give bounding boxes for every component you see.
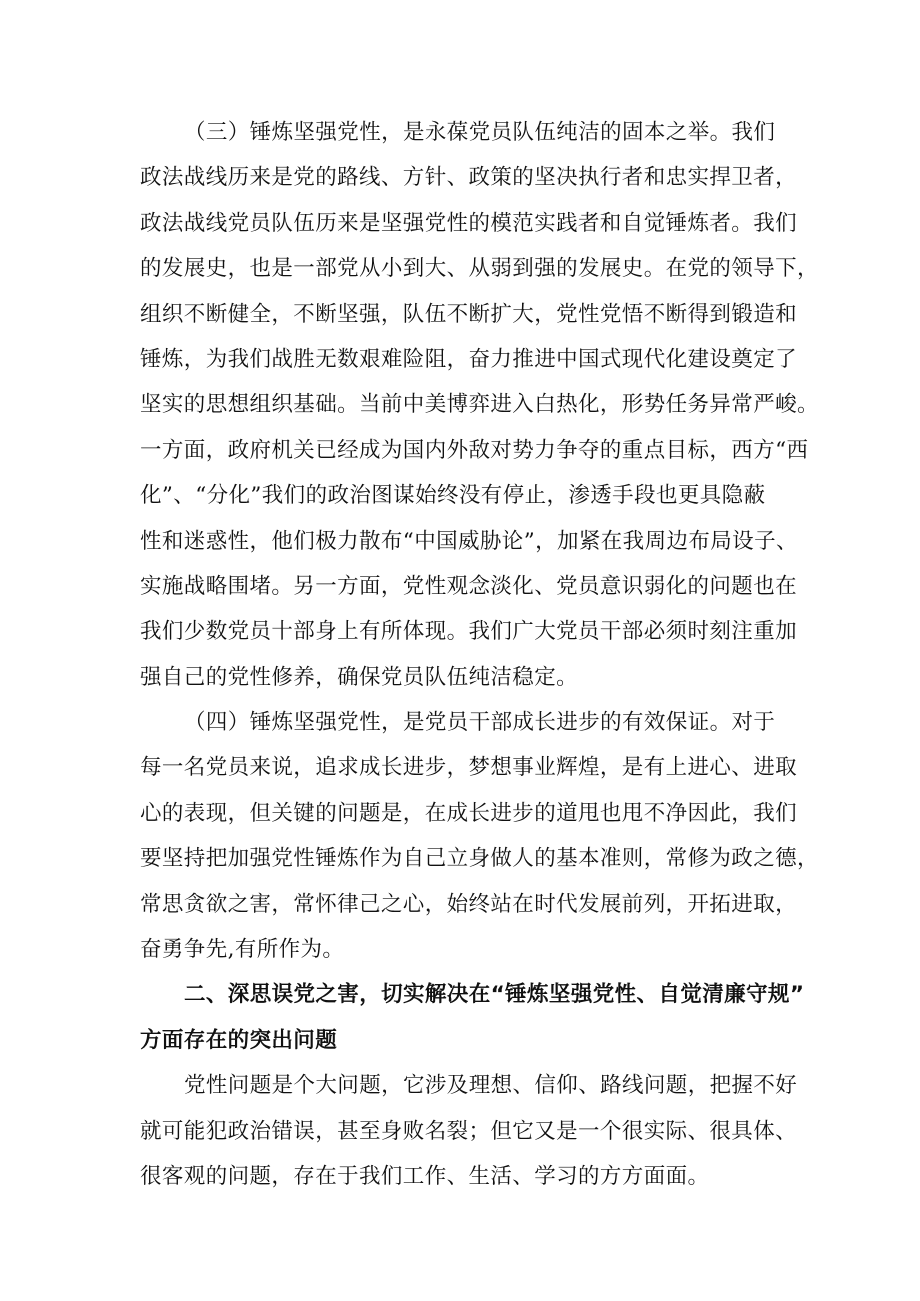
paragraph-5-line-1: 党性问题是个大问题，它涉及理想、信仰、路线问题，把握不好	[184, 1073, 798, 1099]
section-heading-2-line-2: 方面存在的突出问题	[140, 1027, 338, 1053]
paragraph-3-line-5: 组织不断健全，不断坚强，队伍不断扩大，党性党悟不断得到锻造和	[140, 301, 798, 327]
paragraph-4-line-6: 奋勇争先,有所作为。	[140, 937, 345, 963]
paragraph-4-line-1: （四）锤炼坚强党性，是党员干部成长进步的有效保证。对于	[184, 710, 776, 736]
paragraph-4-line-5: 常思贪欲之害，常怀律己之心，始终站在时代发展前列，开拓进取，	[140, 891, 798, 917]
section-heading-2-line-1: 二、深思误党之害，切实解决在“锤炼坚强党性、自觉清廉守规”	[184, 982, 805, 1008]
paragraph-3-line-9: 化”、“分化”我们的政治图谋始终没有停止，渗透手段也更具隐蔽	[140, 483, 766, 509]
paragraph-3-line-11: 实施战略围堵。另一方面，党性观念淡化、党员意识弱化的问题也在	[140, 573, 798, 599]
paragraph-3-line-2: 政法战线历来是党的路线、方针、政策的坚决执行者和忠实捍卫者，	[140, 165, 798, 191]
document-body	[140, 110, 819, 1199]
paragraph-5-line-2: 就可能犯政治错误，甚至身败名裂；但它又是一个很实际、很具体、	[140, 1118, 798, 1144]
paragraph-5-line-3: 很客观的问题，存在于我们工作、生活、学习的方方面面。	[140, 1163, 710, 1189]
paragraph-4-line-4: 要坚持把加强党性锤炼作为自己立身做人的基本准则，常修为政之德，	[140, 846, 819, 872]
paragraph-3-line-8: 一方面，政府机关已经成为国内外敌对势力争夺的重点目标，西方“西	[140, 437, 809, 463]
paragraph-4-line-3: 心的表现，但关键的问题是，在成长进步的道甩也甩不净因此，我们	[140, 800, 798, 826]
paragraph-3-line-13: 强自己的党性修养，确保党员队伍纯洁稳定。	[140, 664, 579, 690]
paragraph-3-line-3: 政法战线党员队伍历来是坚强党性的模范实践者和自觉锤炼者。我们	[140, 210, 798, 236]
paragraph-4-line-2: 每一名党员来说，追求成长进步，梦想事业辉煌，是有上进心、进取	[140, 755, 798, 781]
paragraph-3-line-12: 我们少数党员十部身上有所体现。我们广大党员干部必须时刻注重加	[140, 619, 798, 645]
paragraph-3-line-1: （三）锤炼坚强党性，是永葆党员队伍纯洁的固本之举。我们	[184, 120, 776, 145]
paragraph-3-line-6: 锤炼，为我们战胜无数艰难险阻，奋力推进中国式现代化建设奠定了	[140, 346, 798, 372]
paragraph-3-line-4: 的发展史，也是一部党从小到大、从弱到强的发展史。在党的领导下，	[140, 256, 819, 282]
paragraph-3-line-10: 性和迷惑性，他们极力散布“中国威胁论”，加紧在我周边布局设子、	[140, 528, 798, 554]
paragraph-3-line-7: 坚实的思想组织基础。当前中美博弈进入白热化，形势任务异常严峻。	[140, 392, 819, 418]
